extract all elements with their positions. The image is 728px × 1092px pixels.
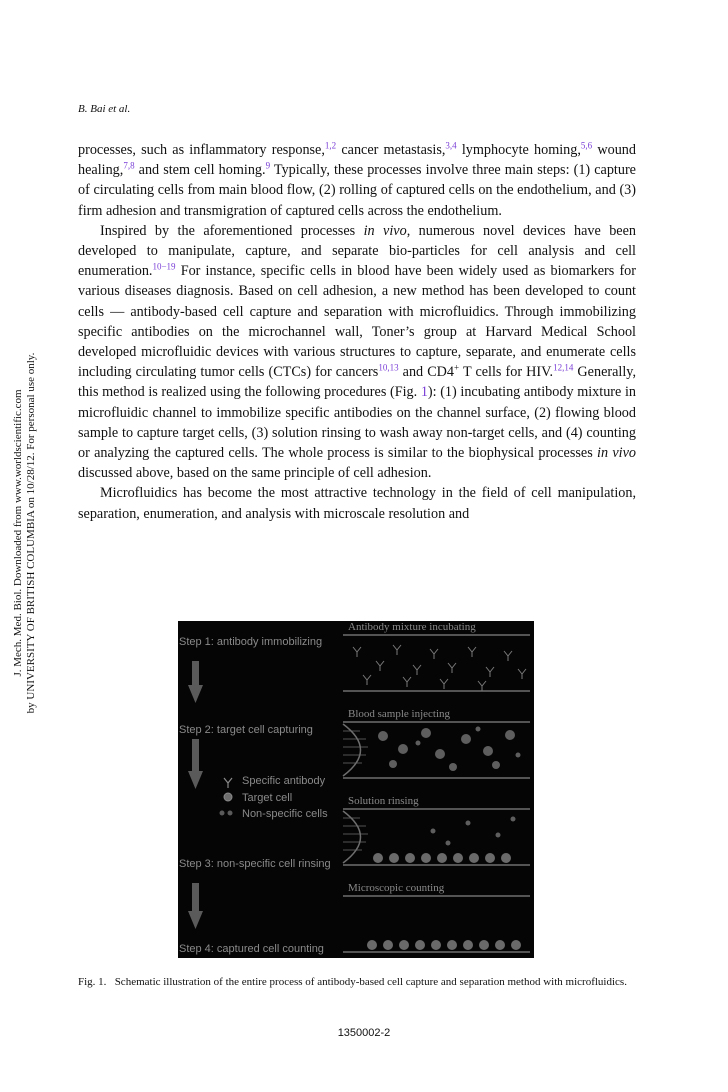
text-run: Microfluidics has become the most attractive technology in the field of cell manipulation, separation, enumeration, and analysis with microscale resolution and: [78, 485, 636, 522]
text-run: processes, such as inflammatory response,: [78, 142, 325, 158]
citation[interactable]: 9: [265, 160, 271, 171]
paragraph-3: [78, 483, 636, 523]
legend-target-label: Target cell: [242, 792, 293, 804]
text-run: wound healing,: [78, 142, 636, 179]
sidebar-line-2: by UNIVERSITY OF BRITISH COLUMBIA on 10/28/12. For personal use only.: [25, 352, 37, 714]
citation[interactable]: 10,13: [378, 362, 399, 373]
italic-run: in vivo: [363, 222, 407, 239]
text-run: , numerous novel devices have been developed to manipulate, capture, and separate bio-particles for cell analysis and cell enumeration.: [78, 222, 636, 280]
citation[interactable]: 5,6: [580, 140, 593, 151]
panel-1-title: Antibody mixture incubating: [348, 621, 476, 633]
figure-caption: [78, 975, 638, 990]
figure-diagram: [178, 621, 534, 958]
running-header: B. Bai et al.: [78, 103, 131, 115]
non-specific-cell-icon: [220, 811, 225, 816]
text-run: and stem cell homing.: [134, 162, 266, 179]
panel-3-title: Solution rinsing: [348, 795, 419, 807]
panel-2-title: Blood sample injecting: [348, 708, 451, 720]
text-run: and CD4: [398, 364, 455, 381]
down-arrow-icon: [188, 739, 203, 789]
legend-icons: [220, 778, 233, 816]
caption-text: Schematic illustration of the entire process of antibody-based cell capture and separation method with microfluidics.: [114, 976, 627, 988]
text-run: Generally, this method is realized using the following procedures (Fig.: [78, 364, 636, 401]
citation[interactable]: 10−19: [152, 261, 176, 272]
text-run: For instance, specific cells in blood have been widely used as biomarkers for various diseases diagnosis. Based on cell adhesion, a new method has been developed to count cells — antibody-based cell capture and separation with microfluidics. Through immobilizing specific antibodies on the microchannel wall, Toner’s group at Harvard Medical School developed microfluidic devices with various structures to capture, separate, and enumerate cells including circulating tumor cells (CTCs) for cancers: [78, 263, 636, 381]
paragraph-2: [78, 221, 636, 484]
step-2-label: Step 2: target cell capturing: [179, 724, 313, 736]
panel-4-title: Microscopic counting: [348, 882, 445, 894]
down-arrow-icon: [188, 661, 203, 703]
target-cell-icon: [224, 793, 232, 801]
text-run: Inspired by the aforementioned processes: [100, 222, 364, 239]
flow-arrows: [188, 661, 203, 929]
step-3-label: Step 3: non-specific cell rinsing: [179, 858, 331, 870]
body-text: [78, 140, 636, 524]
blood-cells: [378, 727, 521, 846]
caption-label: Fig. 1.: [78, 976, 107, 988]
legend-antibody-label: Specific antibody: [242, 775, 326, 787]
text-run: Typically, these processes involve three main steps: (1) capture of circulating cells from main blood flow, (2) rolling of captured cells on the endothelium, and (3) firm adhesion and transmigration of captured cells across the endothelium.: [78, 162, 636, 219]
paragraph-1: [78, 140, 636, 221]
page-number: 1350002-2: [337, 1027, 391, 1039]
legend-nonspecific-label: Non-specific cells: [242, 808, 328, 820]
citation[interactable]: 7,8: [123, 160, 135, 171]
text-run: T cells for HIV.: [459, 364, 554, 381]
citation[interactable]: 1,2: [324, 140, 337, 151]
flow-profiles: [343, 724, 368, 863]
text-run: ): (1) incubating antibody mixture in microfluidic channel to immobilize specific antibodies on the channel surface, (2) flowing blood sample to capture target cells, (3) solution rinsing to wash away non-target cells, and (4) counting or analyzing the captured cells. The whole process is similar to the biophysical processes: [78, 384, 636, 462]
citation[interactable]: 3,4: [445, 140, 457, 151]
italic-run: in vivo: [597, 445, 637, 462]
antibody-icon: [224, 778, 232, 788]
step-1-label: Step 1: antibody immobilizing: [179, 636, 323, 648]
text-run: lymphocyte homing,: [456, 142, 581, 158]
panel-1-antibodies: [353, 645, 526, 691]
citation[interactable]: 12,14: [553, 362, 574, 373]
text-run: discussed above, based on the same principle of cell adhesion.: [78, 465, 432, 482]
figure-ref-link[interactable]: 1: [420, 384, 428, 401]
download-sidebar: [12, 333, 38, 733]
captured-cells: [367, 853, 521, 950]
down-arrow-icon: [188, 883, 203, 929]
sidebar-line-1: J. Mech. Med. Biol. Downloaded from www.worldscientific.com: [12, 389, 24, 677]
non-specific-cell-icon: [228, 811, 233, 816]
text-run: cancer metastasis,: [336, 142, 446, 158]
superscript-plus: +: [454, 362, 460, 373]
step-4-label: Step 4: captured cell counting: [179, 943, 324, 955]
figure-1: [178, 621, 534, 958]
channel-walls: [343, 635, 530, 952]
